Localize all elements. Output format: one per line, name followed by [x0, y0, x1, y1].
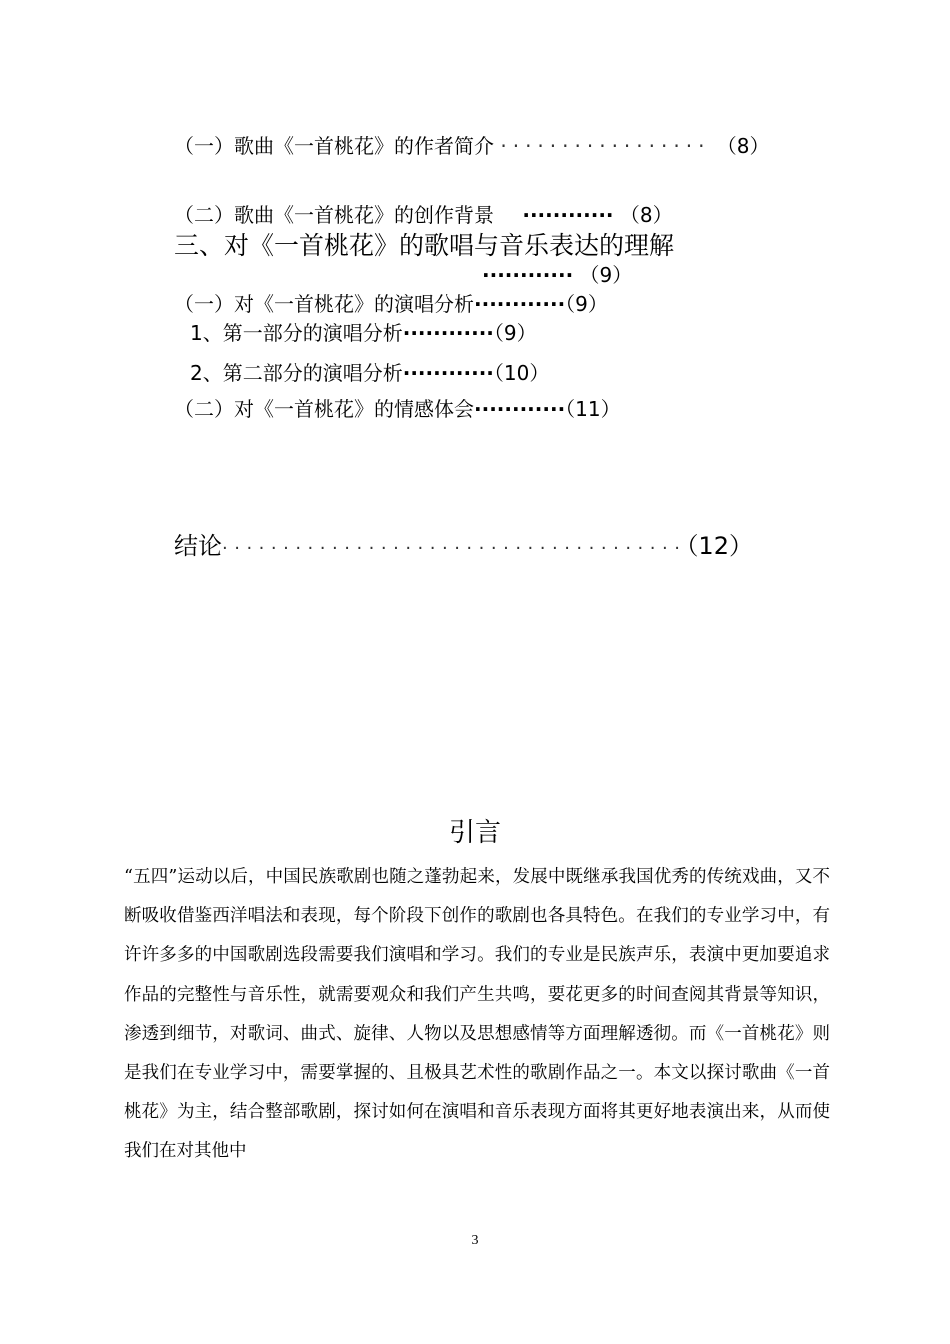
- toc-entry-page: （10）: [493, 361, 550, 385]
- toc-entry-leader: ············: [482, 263, 574, 287]
- toc-entry-page: （9）: [493, 321, 537, 345]
- toc-entry-page: （9）: [565, 292, 608, 316]
- intro-heading: 引言: [448, 818, 501, 848]
- toc-entry-part-two[interactable]: [190, 360, 549, 386]
- toc-entry-author-intro[interactable]: [174, 133, 770, 159]
- toc-entry-leader: ·················: [500, 134, 711, 158]
- toc-entry-leader: ············: [474, 397, 566, 421]
- toc-entry-leader: ············: [402, 361, 494, 385]
- toc-entry-title: （二）对《一首桃花》的情感体会: [174, 397, 474, 421]
- toc-entry-leader: ············: [474, 292, 566, 316]
- toc-entry-title: 1、第一部分的演唱分析: [190, 321, 403, 345]
- toc-entry-title: 结论: [174, 532, 222, 560]
- toc-entry-page: （9）: [579, 263, 633, 287]
- toc-entry-creation-background[interactable]: [174, 202, 673, 228]
- toc-entry-part-one[interactable]: [190, 320, 537, 346]
- toc-entry-section-three[interactable]: [174, 230, 674, 262]
- toc-entry-page: （8）: [716, 134, 770, 158]
- toc-entry-title: （一）对《一首桃花》的演唱分析: [174, 292, 474, 316]
- toc-entry-emotional-experience[interactable]: [174, 396, 621, 422]
- toc-entry-conclusion[interactable]: [174, 531, 753, 564]
- toc-entry-leader: ······································: [222, 538, 687, 559]
- toc-entry-title: 2、第二部分的演唱分析: [190, 361, 403, 385]
- toc-entry-page: （12）: [686, 532, 753, 560]
- toc-entry-title: （二）歌曲《一首桃花》的创作背景: [174, 203, 494, 227]
- toc-entry-singing-analysis[interactable]: [174, 291, 608, 317]
- page-number: 3: [471, 1233, 479, 1248]
- toc-entry-leader: ············: [522, 203, 614, 227]
- toc-entry-title: （一）歌曲《一首桃花》的作者简介: [174, 134, 494, 158]
- toc-entry-page: （11）: [565, 397, 621, 421]
- toc-entry-page: （8）: [619, 203, 673, 227]
- toc-entry-leader: ············: [402, 321, 494, 345]
- toc-entry-section-three-page[interactable]: [482, 262, 632, 288]
- intro-paragraph: “五四”运动以后，中国民族歌剧也随之蓬勃起来，发展中既继承我国优秀的传统戏曲，又不断吸收借鉴西洋唱法和表现，每个阶段下创作的歌剧也各具特色。在我们的专业学习中，有许许多多的中国歌剧选段需要我们演唱和学习。我们的专业是民族声乐，表演中更加要追求作品的完整性与音乐性，就需要观众和我们产生共鸣，要花更多的时间查阅其背景等知识，渗透到细节，对歌词、曲式、旋律、人物以及思想感情等方面理解透彻。而《一首桃花》则是我们在专业学习中，需要掌握的、且极具艺术性的歌剧作品之一。本文以探讨歌曲《一首桃花》为主，结合整部歌剧，探讨如何在演唱和音乐表现方面将其更好地表演出来，从而使我们在对其他中: [124, 867, 830, 1162]
- toc-entry-title: 三、对《一首桃花》的歌唱与音乐表达的理解: [174, 231, 675, 260]
